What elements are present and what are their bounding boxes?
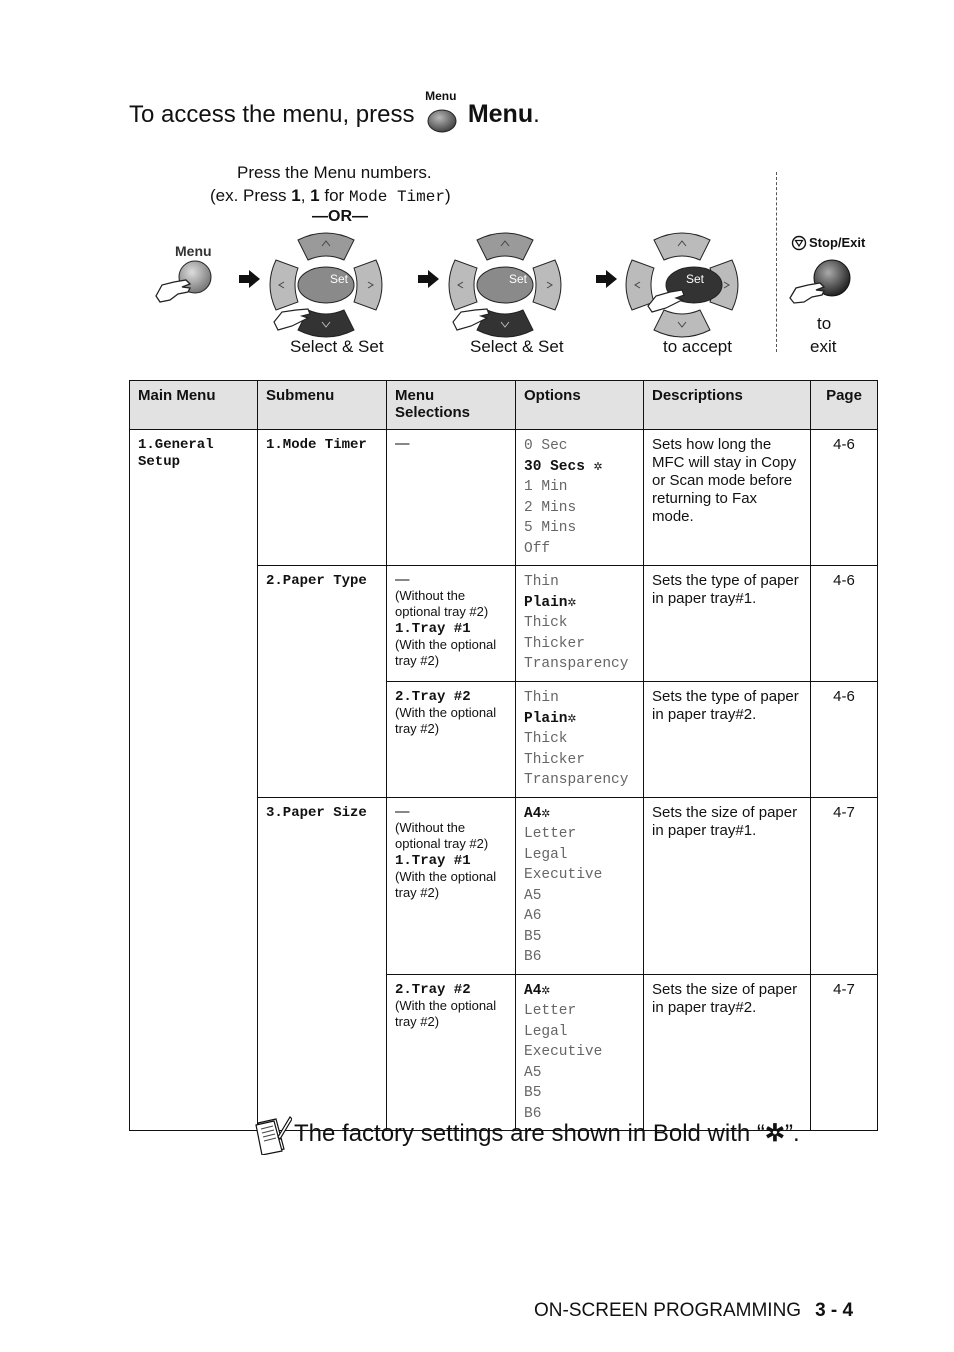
table-row xyxy=(130,430,878,566)
options-cell xyxy=(516,430,644,566)
separator-line xyxy=(776,172,777,352)
press-numbers-text: Press the Menu numbers. xyxy=(237,163,432,182)
footer-page-number: 3 - 4 xyxy=(815,1300,854,1321)
heading-text: To access the menu, press xyxy=(129,101,415,128)
selection-cell: 2.Tray #2 (With the optional tray #2) xyxy=(387,682,516,798)
option-item-default: Plain✲ xyxy=(524,710,577,727)
submenu-cell: 2.Paper Type xyxy=(258,566,387,798)
caption-to: to xyxy=(817,314,832,333)
page-footer xyxy=(534,1300,853,1322)
caption-to-accept: to accept xyxy=(663,337,732,356)
nav-pad-icon xyxy=(268,230,384,340)
option-item: Off xyxy=(524,540,551,557)
menu-key-label: Menu xyxy=(175,243,212,259)
option-item: Letter xyxy=(524,1003,577,1019)
footer-section: ON-SCREEN PROGRAMMING xyxy=(534,1300,802,1321)
selection-cell: — (Without the optional tray #2) 1.Tray #1 (With the optional tray #2) xyxy=(387,797,516,974)
option-item: B5 xyxy=(524,1085,542,1101)
option-item: 0 Sec xyxy=(524,438,568,454)
option-item: A5 xyxy=(524,887,542,904)
column-header: Menu Selections xyxy=(387,381,516,430)
description-cell: Sets the type of paper in paper tray#2. xyxy=(644,682,811,798)
menu-button-label: Menu xyxy=(425,88,457,103)
caption-select-set: Select & Set xyxy=(290,337,384,356)
column-header: Descriptions xyxy=(644,381,811,430)
option-item-default: A4✲ xyxy=(524,982,551,999)
stop-exit-key-icon xyxy=(788,258,854,304)
arrow-right-icon xyxy=(596,270,618,288)
set-key-label: Set xyxy=(686,272,705,286)
caption-exit: exit xyxy=(810,337,837,356)
column-header: Options xyxy=(516,381,644,430)
heading-menu-word: Menu xyxy=(467,100,534,128)
notepad-icon xyxy=(254,1115,292,1155)
column-header: Page xyxy=(811,381,878,430)
option-item-default: A4✲ xyxy=(524,805,551,822)
menu-button-icon xyxy=(421,88,461,131)
options-cell xyxy=(516,566,644,682)
option-item: Thicker xyxy=(524,635,585,652)
option-item: B6 xyxy=(524,1105,542,1122)
options-cell xyxy=(516,682,644,798)
submenu-cell: 3.Paper Size xyxy=(258,797,387,1131)
arrow-right-icon xyxy=(418,270,440,288)
options-cell xyxy=(516,797,644,974)
page-heading xyxy=(129,88,540,131)
option-item: Thicker xyxy=(524,751,585,768)
selection-cell: — (Without the optional tray #2) 1.Tray #1 (With the optional tray #2) xyxy=(387,566,516,682)
example-text: (ex. Press 1, 1 for Mode Timer) xyxy=(210,186,451,206)
option-item: A5 xyxy=(524,1064,542,1081)
option-item: Letter xyxy=(524,826,577,842)
option-item-default: 30 Secs ✲ xyxy=(524,458,603,475)
set-key-label: Set xyxy=(330,272,349,286)
column-header: Submenu xyxy=(258,381,387,430)
option-item: B6 xyxy=(524,949,542,965)
description-cell: Sets the size of paper in paper tray#1. xyxy=(644,797,811,974)
stop-icon xyxy=(791,235,807,251)
options-cell xyxy=(516,974,644,1131)
selection-cell: 2.Tray #2 (With the optional tray #2) xyxy=(387,974,516,1131)
heading-period: . xyxy=(533,101,540,128)
description-cell: Sets how long the MFC will stay in Copy or Scan mode before returning to Fax mode. xyxy=(644,430,811,566)
option-item: Thick xyxy=(524,731,568,747)
nav-pad-icon xyxy=(624,230,740,340)
menu-key-icon xyxy=(152,258,222,304)
option-item: 5 Mins xyxy=(524,520,577,536)
stop-exit-label: Stop/Exit xyxy=(809,235,866,250)
factory-settings-note: The factory settings are shown in Bold with “✲”. xyxy=(254,1115,800,1155)
page-cell: 4-7 xyxy=(811,797,878,974)
option-item: Executive xyxy=(524,1044,603,1060)
table-header-row xyxy=(130,381,878,430)
option-item: A6 xyxy=(524,908,542,924)
option-item: Legal xyxy=(524,846,568,863)
option-item: Legal xyxy=(524,1023,568,1040)
main-menu-cell: 1.General Setup xyxy=(130,430,258,1131)
option-item: Transparency xyxy=(524,656,629,672)
option-item: Thin xyxy=(524,690,559,706)
keypad-diagram xyxy=(150,160,870,360)
option-item: Transparency xyxy=(524,772,629,788)
selection-cell: — xyxy=(387,430,516,566)
set-key-label: Set xyxy=(509,272,528,286)
option-item: 1 Min xyxy=(524,479,568,495)
page-cell: 4-6 xyxy=(811,566,878,682)
page-cell: 4-6 xyxy=(811,430,878,566)
page-cell: 4-6 xyxy=(811,682,878,798)
page-cell: 4-7 xyxy=(811,974,878,1131)
nav-pad-icon xyxy=(447,230,563,340)
or-text: —OR— xyxy=(312,208,368,225)
option-item-default: Plain✲ xyxy=(524,594,577,611)
option-item: 2 Mins xyxy=(524,499,577,516)
option-item: Executive xyxy=(524,867,603,883)
menu-table xyxy=(129,380,878,1131)
arrow-right-icon xyxy=(239,270,261,288)
option-item: Thin xyxy=(524,574,559,590)
column-header: Main Menu xyxy=(130,381,258,430)
description-cell: Sets the type of paper in paper tray#1. xyxy=(644,566,811,682)
option-item: B5 xyxy=(524,928,542,945)
description-cell: Sets the size of paper in paper tray#2. xyxy=(644,974,811,1131)
option-item: Thick xyxy=(524,615,568,631)
caption-select-set: Select & Set xyxy=(470,337,564,356)
submenu-cell: 1.Mode Timer xyxy=(258,430,387,566)
